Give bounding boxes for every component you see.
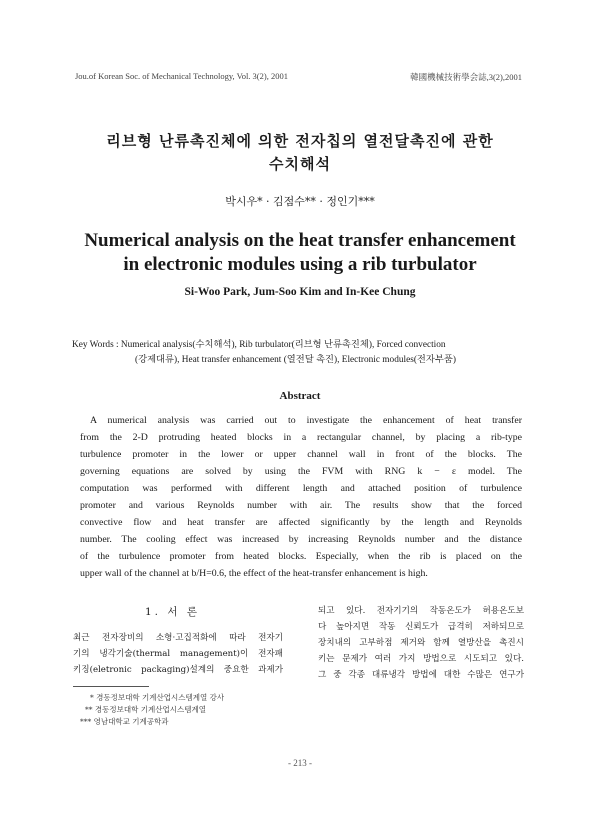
body-line: 키징(eletronic packaging)설계의 중요한 과제가 (73, 665, 283, 675)
abstract-line: from the 2-D protruding heated blocks in a rectangular channel, by placing a rib-type (80, 432, 522, 443)
journal-header-korean: 韓國機械技術學会誌,3(2),2001 (410, 72, 522, 82)
abstract-heading: Abstract (279, 390, 321, 402)
footnote-3: *** 영남대학교 기계공학과 (80, 717, 169, 726)
abstract-line: of the turbulence promoter from heated blocks. Especially, when the rib is placed on the (80, 551, 522, 562)
body-line: 다 높아지면 작동 신뢰도가 급격히 저하되므로 (318, 622, 524, 632)
korean-title-line-2: 수치해석 (269, 155, 331, 173)
abstract-line: governing equations are solved by using the FVM with RNG k − ε model. The (80, 466, 522, 477)
footnote-2: ** 경동정보대학 기계산업시스템계열 (85, 705, 206, 714)
page-number: - 213 - (288, 758, 312, 768)
abstract-line: A numerical analysis was carried out to investigate the enhancement of heat transfer (90, 415, 522, 426)
body-line: 키는 문제가 여러 가지 방법으로 시도되고 있다. (318, 654, 524, 664)
body-line: 되고 있다. 전자기기의 작동온도가 허용온도보 (318, 606, 524, 616)
korean-title-line-1: 리브형 난류촉진체에 의한 전자칩의 열전달촉진에 관한 (106, 132, 494, 150)
footnote-1: * 경동정보대학 기계산업시스템계열 강사 (90, 693, 225, 702)
abstract-line: convective flow and heat transfer are affected significantly by the length and Reynolds (80, 517, 522, 528)
journal-header: Jou.of Korean Soc. of Mechanical Technology, Vol. 3(2), 2001 (75, 71, 288, 81)
section-heading-introduction: 1. 서 론 (145, 606, 200, 618)
abstract-line: promoter and various Reynolds number with air. The results show that the forced (80, 500, 522, 511)
abstract-line: number. The cooling effect was increased by increasing Reynolds number and the distance (80, 534, 522, 545)
body-line: 기의 냉각기술(thermal management)이 전자패 (73, 649, 283, 659)
keywords-line-2: (강제대류), Heat transfer enhancement (열전달 촉진), Electronic modules(전자부품) (135, 355, 456, 365)
body-line: 장치내의 고부하점 제거와 함께 열방산을 촉진시 (318, 638, 524, 648)
keywords-line-1: Key Words : Numerical analysis(수치해석), Rib turbulator(리브형 난류촉진체), Forced convection (72, 340, 446, 350)
abstract-line: computation was performed with different length and attached position of turbulence (80, 483, 522, 494)
footnote-divider (73, 686, 149, 687)
abstract-line: turbulence promoter in the lower or upper channel wall in front of the blocks. The (80, 449, 522, 460)
abstract-line: upper wall of the channel at b/H=0.6, the effect of the heat-transfer enhancement is high. (80, 568, 428, 579)
english-title-line-2: in electronic modules using a rib turbulator (123, 254, 477, 275)
english-authors: Si-Woo Park, Jum-Soo Kim and In-Kee Chung (184, 286, 416, 298)
body-line: 그 중 각종 대류냉각 방법에 대한 수많은 연구가 (318, 670, 524, 680)
korean-authors: 박시우* · 김점수** · 정인기*** (225, 195, 375, 208)
english-title-line-1: Numerical analysis on the heat transfer enhancement (84, 230, 516, 251)
body-line: 최근 전자장비의 소형·고집적화에 따라 전자기 (73, 633, 283, 643)
